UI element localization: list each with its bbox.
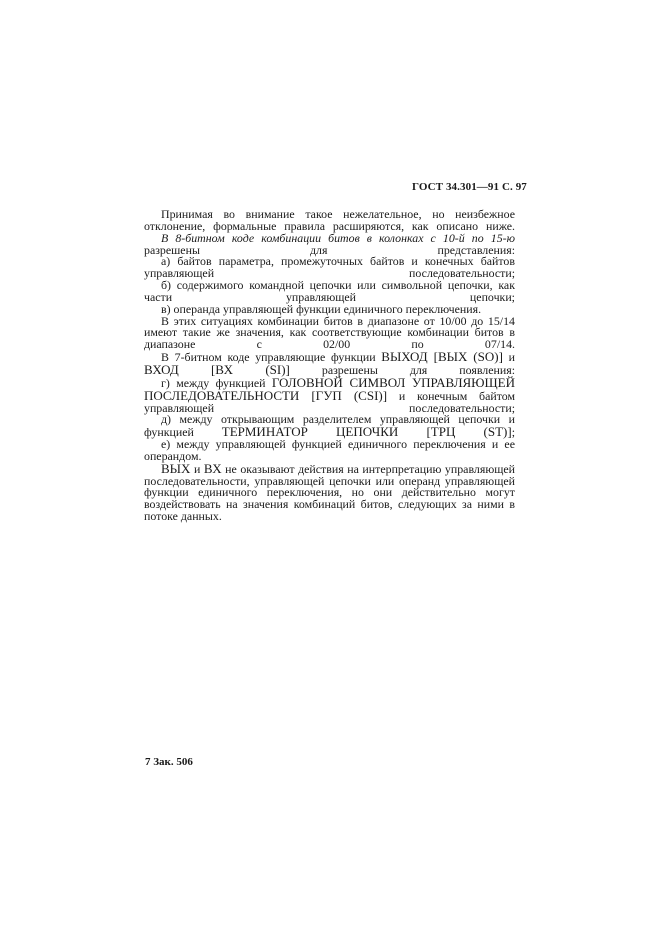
text-segment: б) содержимого командной цепочки или символьной цепочки, как части управляющей цепочки; — [144, 278, 515, 304]
paragraph — [144, 313, 515, 352]
text-segment: В этих ситуациях комбинации битов в диапазоне от 10/00 до 15/14 имеют такие же значения, как соответствующие комбинации битов в диапазоне с 02/00 по 07/14. — [144, 313, 515, 352]
text-segment: ; — [511, 425, 515, 440]
paragraph — [144, 256, 515, 280]
text-segment: е) между управляющей функцией единичного переключения и ее операндом. — [144, 437, 515, 463]
page-header: ГОСТ 34.301—91 С. 97 — [412, 181, 527, 193]
text-segment: В 7-битном коде управляющие функции — [161, 350, 382, 365]
term-text: ВЫХОД [ВЫХ (SO)] — [381, 349, 503, 365]
term-text: ВЫХ — [161, 460, 191, 476]
paragraph — [144, 439, 515, 463]
page-footer: 7 Зак. 506 — [145, 756, 193, 768]
text-segment: г) между функцией — [161, 375, 272, 390]
text-segment: в) операнда управляющей функции единичного переключения. — [161, 301, 482, 316]
paragraph — [144, 374, 515, 415]
paragraph — [144, 414, 515, 439]
body-text — [144, 209, 515, 523]
text-segment: разрешены для появления: — [289, 362, 515, 377]
text-segment: д) между открывающим разделителем управляющей цепочки и функцией — [144, 412, 515, 440]
text-segment: и — [502, 350, 515, 365]
text-segment: не оказывают действия на интерпретацию управляющей последовательности, управляющей цепочки или операнд управляющей функции единичного переключения, но они действительно могут воздействовать на значения комбинаций битов, следующих за ними в потоке данных. — [144, 461, 515, 524]
text-segment: и — [190, 461, 204, 476]
term-text: ВХ — [203, 460, 222, 476]
text-segment: Принимая во внимание такое нежелательное, но неизбежное отклонение, формальные правила расширяются, как описано ниже. — [144, 207, 515, 233]
italic-text: В 8-битном коде комбинации битов в колонках с 10-й по 15-ю — [161, 230, 515, 245]
term-text: ВХОД [ВХ (SI)] — [144, 361, 290, 377]
text-segment: а) байтов параметра, промежуточных байтов и конечных байтов управляющей последовательности; — [144, 254, 515, 281]
paragraph — [144, 209, 515, 233]
term-text: ТЕРМИНАТОР ЦЕПОЧКИ [ТРЦ (ST)] — [221, 424, 512, 440]
paragraph — [144, 230, 515, 257]
paragraph — [144, 351, 515, 377]
paragraph — [144, 460, 515, 524]
text-segment: разрешены для представления: — [144, 242, 515, 257]
text-segment: и конечным байтом управляющей последовательности; — [144, 388, 515, 415]
term-text: ГОЛОВНОЙ СИМВОЛ УПРАВЛЯЮЩЕЙ ПОСЛЕДОВАТЕЛЬНОСТИ [ГУП (CSI)] — [144, 374, 515, 403]
paragraph — [144, 280, 515, 304]
